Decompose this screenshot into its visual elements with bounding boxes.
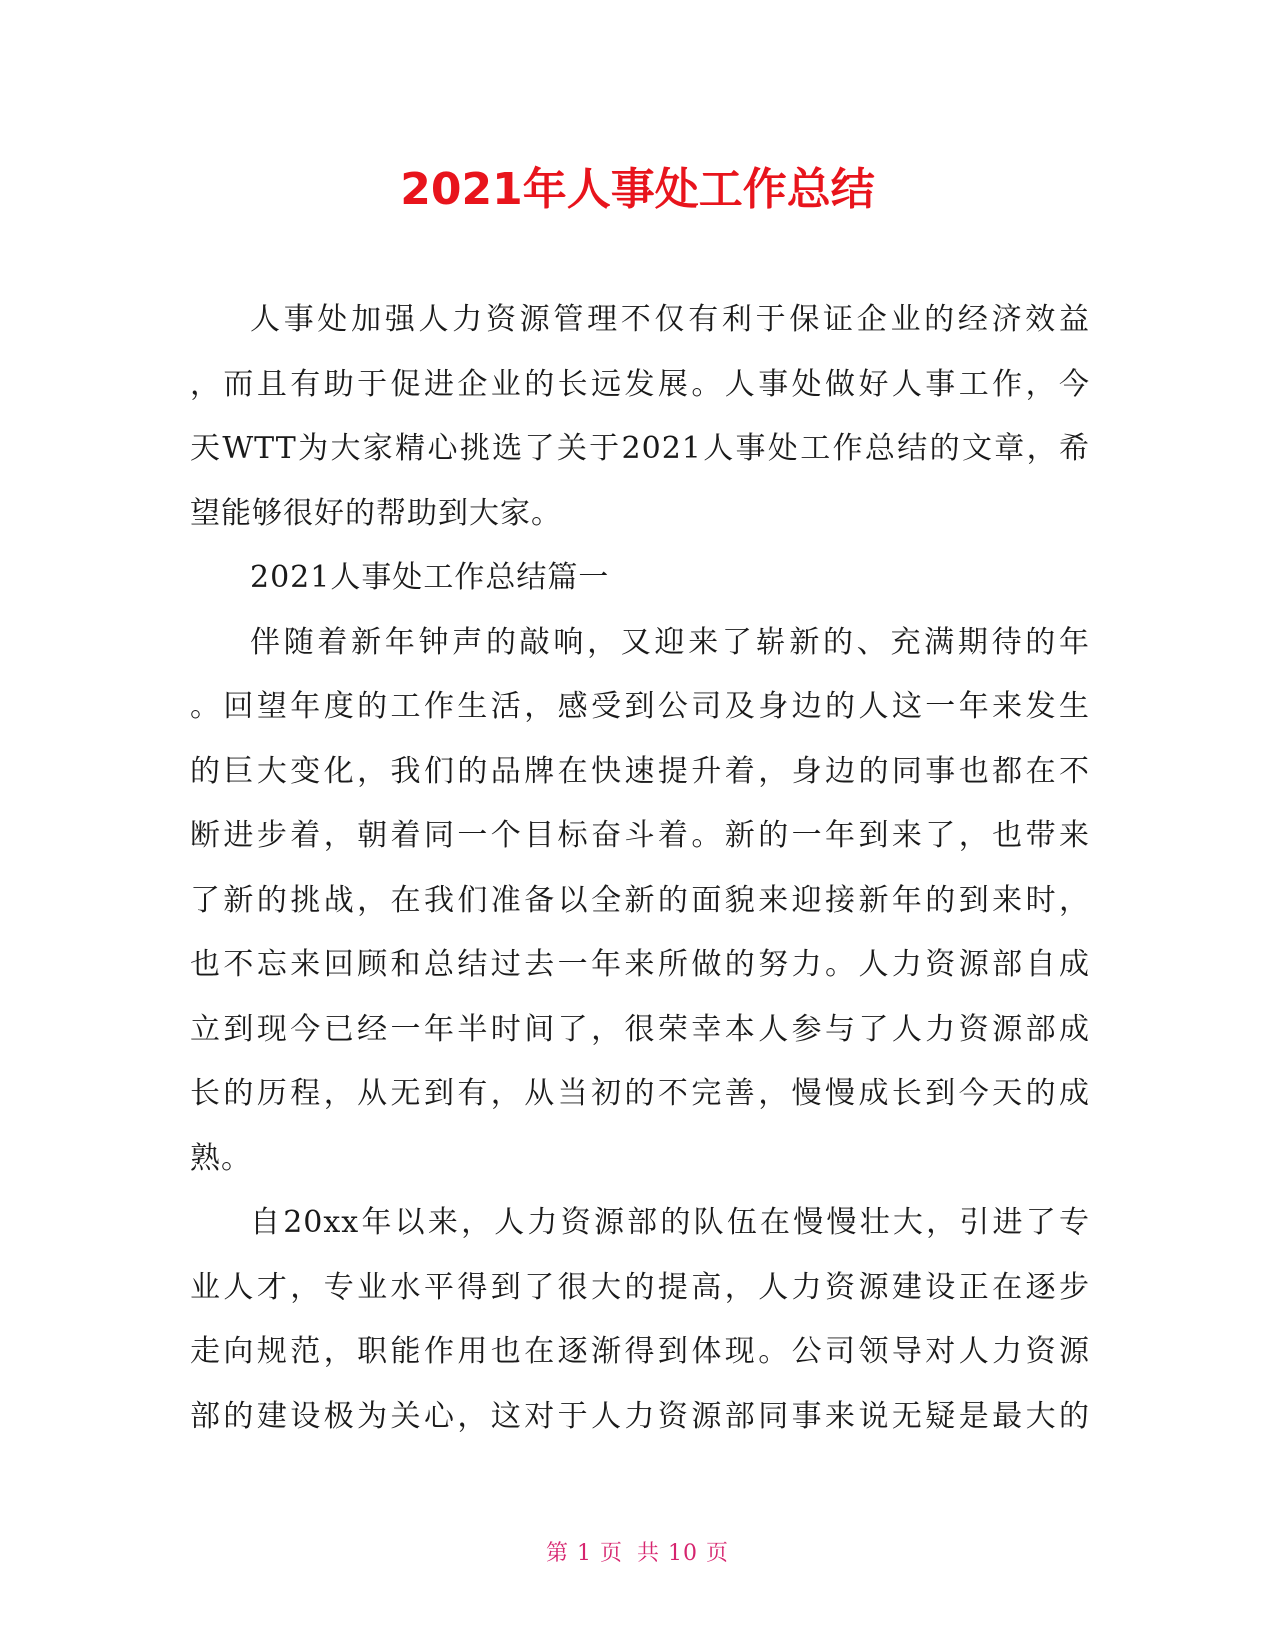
paragraph-line: 天WTT为大家精心挑选了关于2021人事处工作总结的文章，希 <box>190 431 1090 466</box>
paragraph-line: 熟。 <box>190 1140 252 1176</box>
paragraph-line: 走向规范，职能作用也在逐渐得到体现。公司领导对人力资源 <box>190 1334 1090 1369</box>
footer-mid: 页 共 <box>600 1541 660 1566</box>
footer-prefix: 第 <box>545 1541 569 1566</box>
paragraph-line: 也不忘来回顾和总结过去一年来所做的努力。人力资源部自成 <box>190 947 1090 982</box>
section-heading: 2021人事处工作总结篇一 <box>250 560 610 595</box>
total-pages-number: 10 <box>668 1541 698 1566</box>
document-title: 2021年人事处工作总结 <box>400 164 875 215</box>
paragraph-line: 业人才，专业水平得到了很大的提高，人力资源建设正在逐步 <box>190 1269 1090 1305</box>
paragraph-line: 了新的挑战，在我们准备以全新的面貌来迎接新年的到来时， <box>190 882 1090 918</box>
paragraph-line: 。回望年度的工作生活，感受到公司及身边的人这一年来发生 <box>190 689 1090 724</box>
paragraph-line: 的巨大变化，我们的品牌在快速提升着，身边的同事也都在不 <box>190 753 1090 789</box>
paragraph-line: ，而且有助于促进企业的长远发展。人事处做好人事工作，今 <box>190 366 1090 402</box>
paragraph-line: 断进步着，朝着同一个目标奋斗着。新的一年到来了，也带来 <box>190 818 1090 853</box>
current-page-number: 1 <box>577 1541 592 1566</box>
paragraph-line: 立到现今已经一年半时间了，很荣幸本人参与了人力资源部成 <box>190 1011 1090 1047</box>
page-number-footer <box>0 1536 1275 1567</box>
paragraph-line: 人事处加强人力资源管理不仅有利于保证企业的经济效益 <box>250 302 1090 337</box>
paragraph-line: 长的历程，从无到有，从当初的不完善，慢慢成长到今天的成 <box>190 1076 1090 1111</box>
paragraph-line: 伴随着新年钟声的敲响，又迎来了崭新的、充满期待的年 <box>250 624 1090 660</box>
paragraph-line: 部的建设极为关心，这对于人力资源部同事来说无疑是最大的 <box>190 1398 1090 1434</box>
footer-suffix: 页 <box>706 1541 730 1566</box>
paragraph-line: 望能够很好的帮助到大家。 <box>190 495 562 531</box>
document-body <box>190 288 1090 1449</box>
paragraph-line: 自20xx年以来，人力资源部的队伍在慢慢壮大，引进了专 <box>250 1205 1090 1240</box>
